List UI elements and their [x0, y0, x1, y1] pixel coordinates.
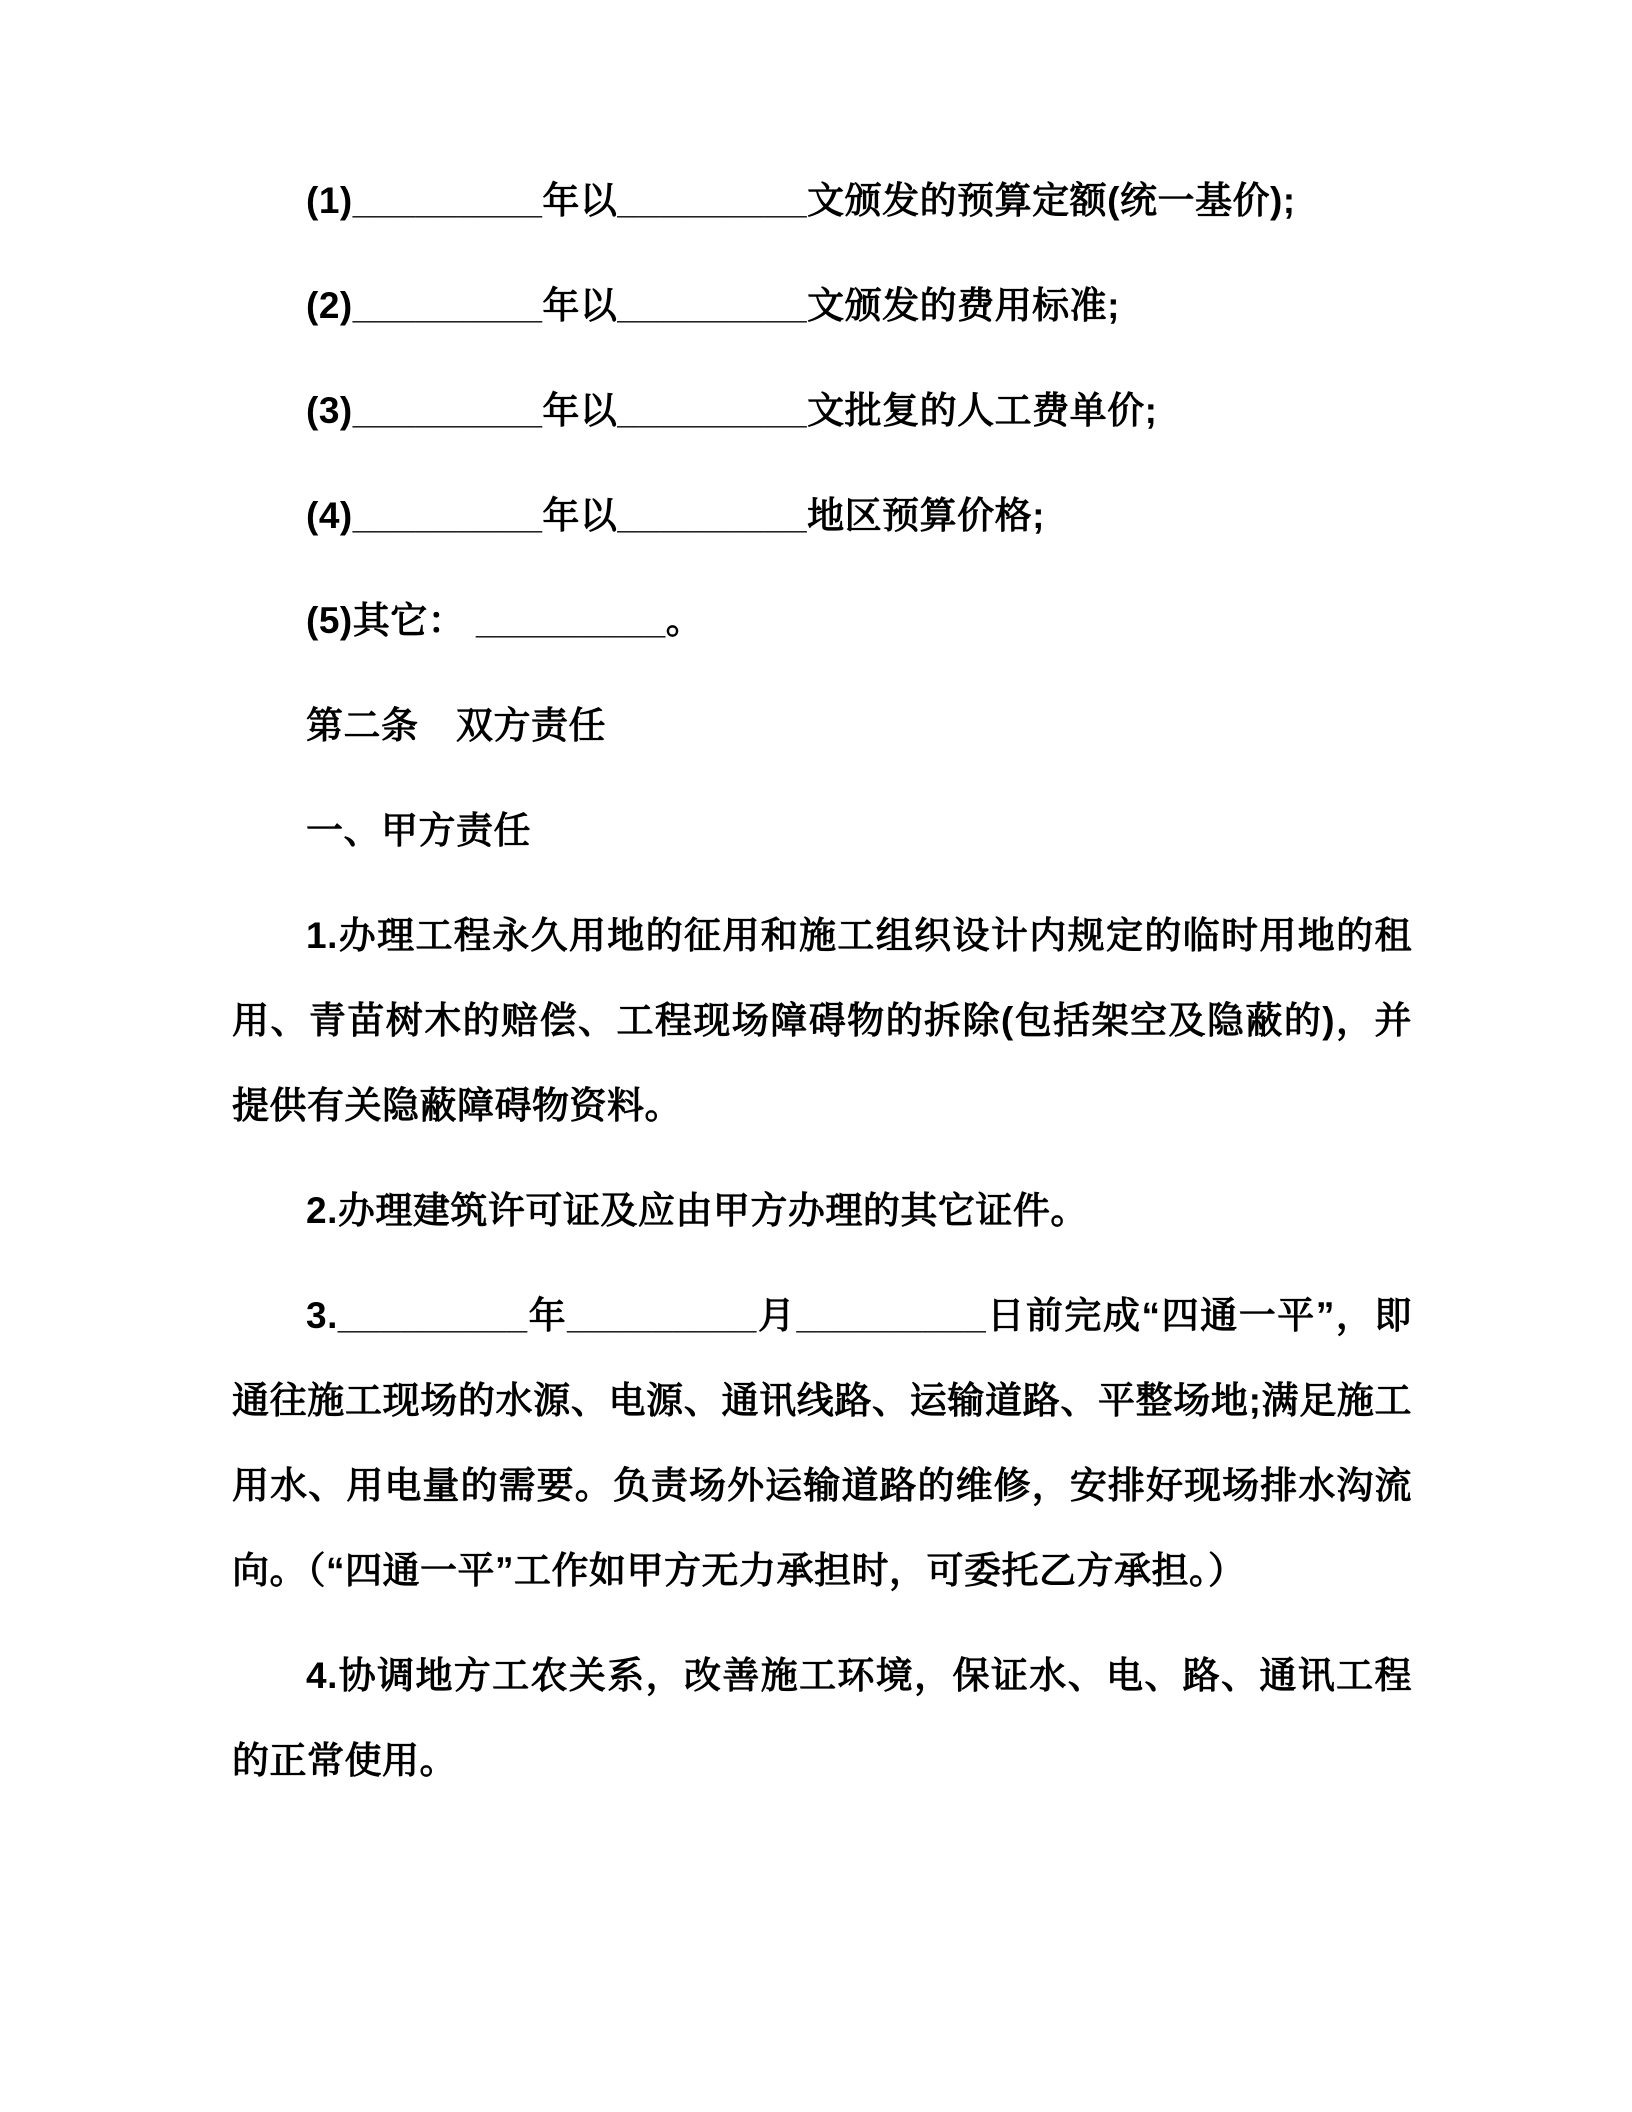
section-heading: 第二条 双方责任	[306, 705, 606, 746]
clause-item-3: (3)_________年以_________文批复的人工费单价;	[306, 390, 1158, 431]
clause-item-1: (1)_________年以_________文颁发的预算定额(统一基价);	[306, 180, 1296, 221]
subsection-heading-party-a: 一、甲方责任	[306, 810, 531, 851]
clause-item-2: (2)_________年以_________文颁发的费用标准;	[306, 285, 1120, 326]
party-a-duty-paragraph-2: 2.办理建筑许可证及应由甲方办理的其它证件。	[306, 1190, 1088, 1231]
clause-item-4: (4)_________年以_________地区预算价格;	[306, 495, 1045, 536]
party-a-duty-paragraph-4: 4.协调地方工农关系，改善施工环境，保证水、电、路、通讯工程的正常使用。	[232, 1655, 1412, 1781]
document-content	[232, 158, 1412, 1823]
party-a-duty-paragraph-1: 1.办理工程永久用地的征用和施工组织设计内规定的临时用地的租用、青苗树木的赔偿、工程现场障碍物的拆除(包括架空及隐蔽的)，并提供有关隐蔽障碍物资料。	[232, 915, 1412, 1126]
party-a-duty-paragraph-3: 3._________年_________月_________日前完成“四通一平”，即通往施工现场的水源、电源、通讯线路、运输道路、平整场地;满足施工用水、用电量的需要。负责场外运输道路的维修，安排好现场排水沟流向。（“四通一平”工作如甲方无力承担时，可委托乙方承担。）	[232, 1295, 1412, 1591]
clause-item-5: (5)其它： _________。	[306, 600, 704, 641]
